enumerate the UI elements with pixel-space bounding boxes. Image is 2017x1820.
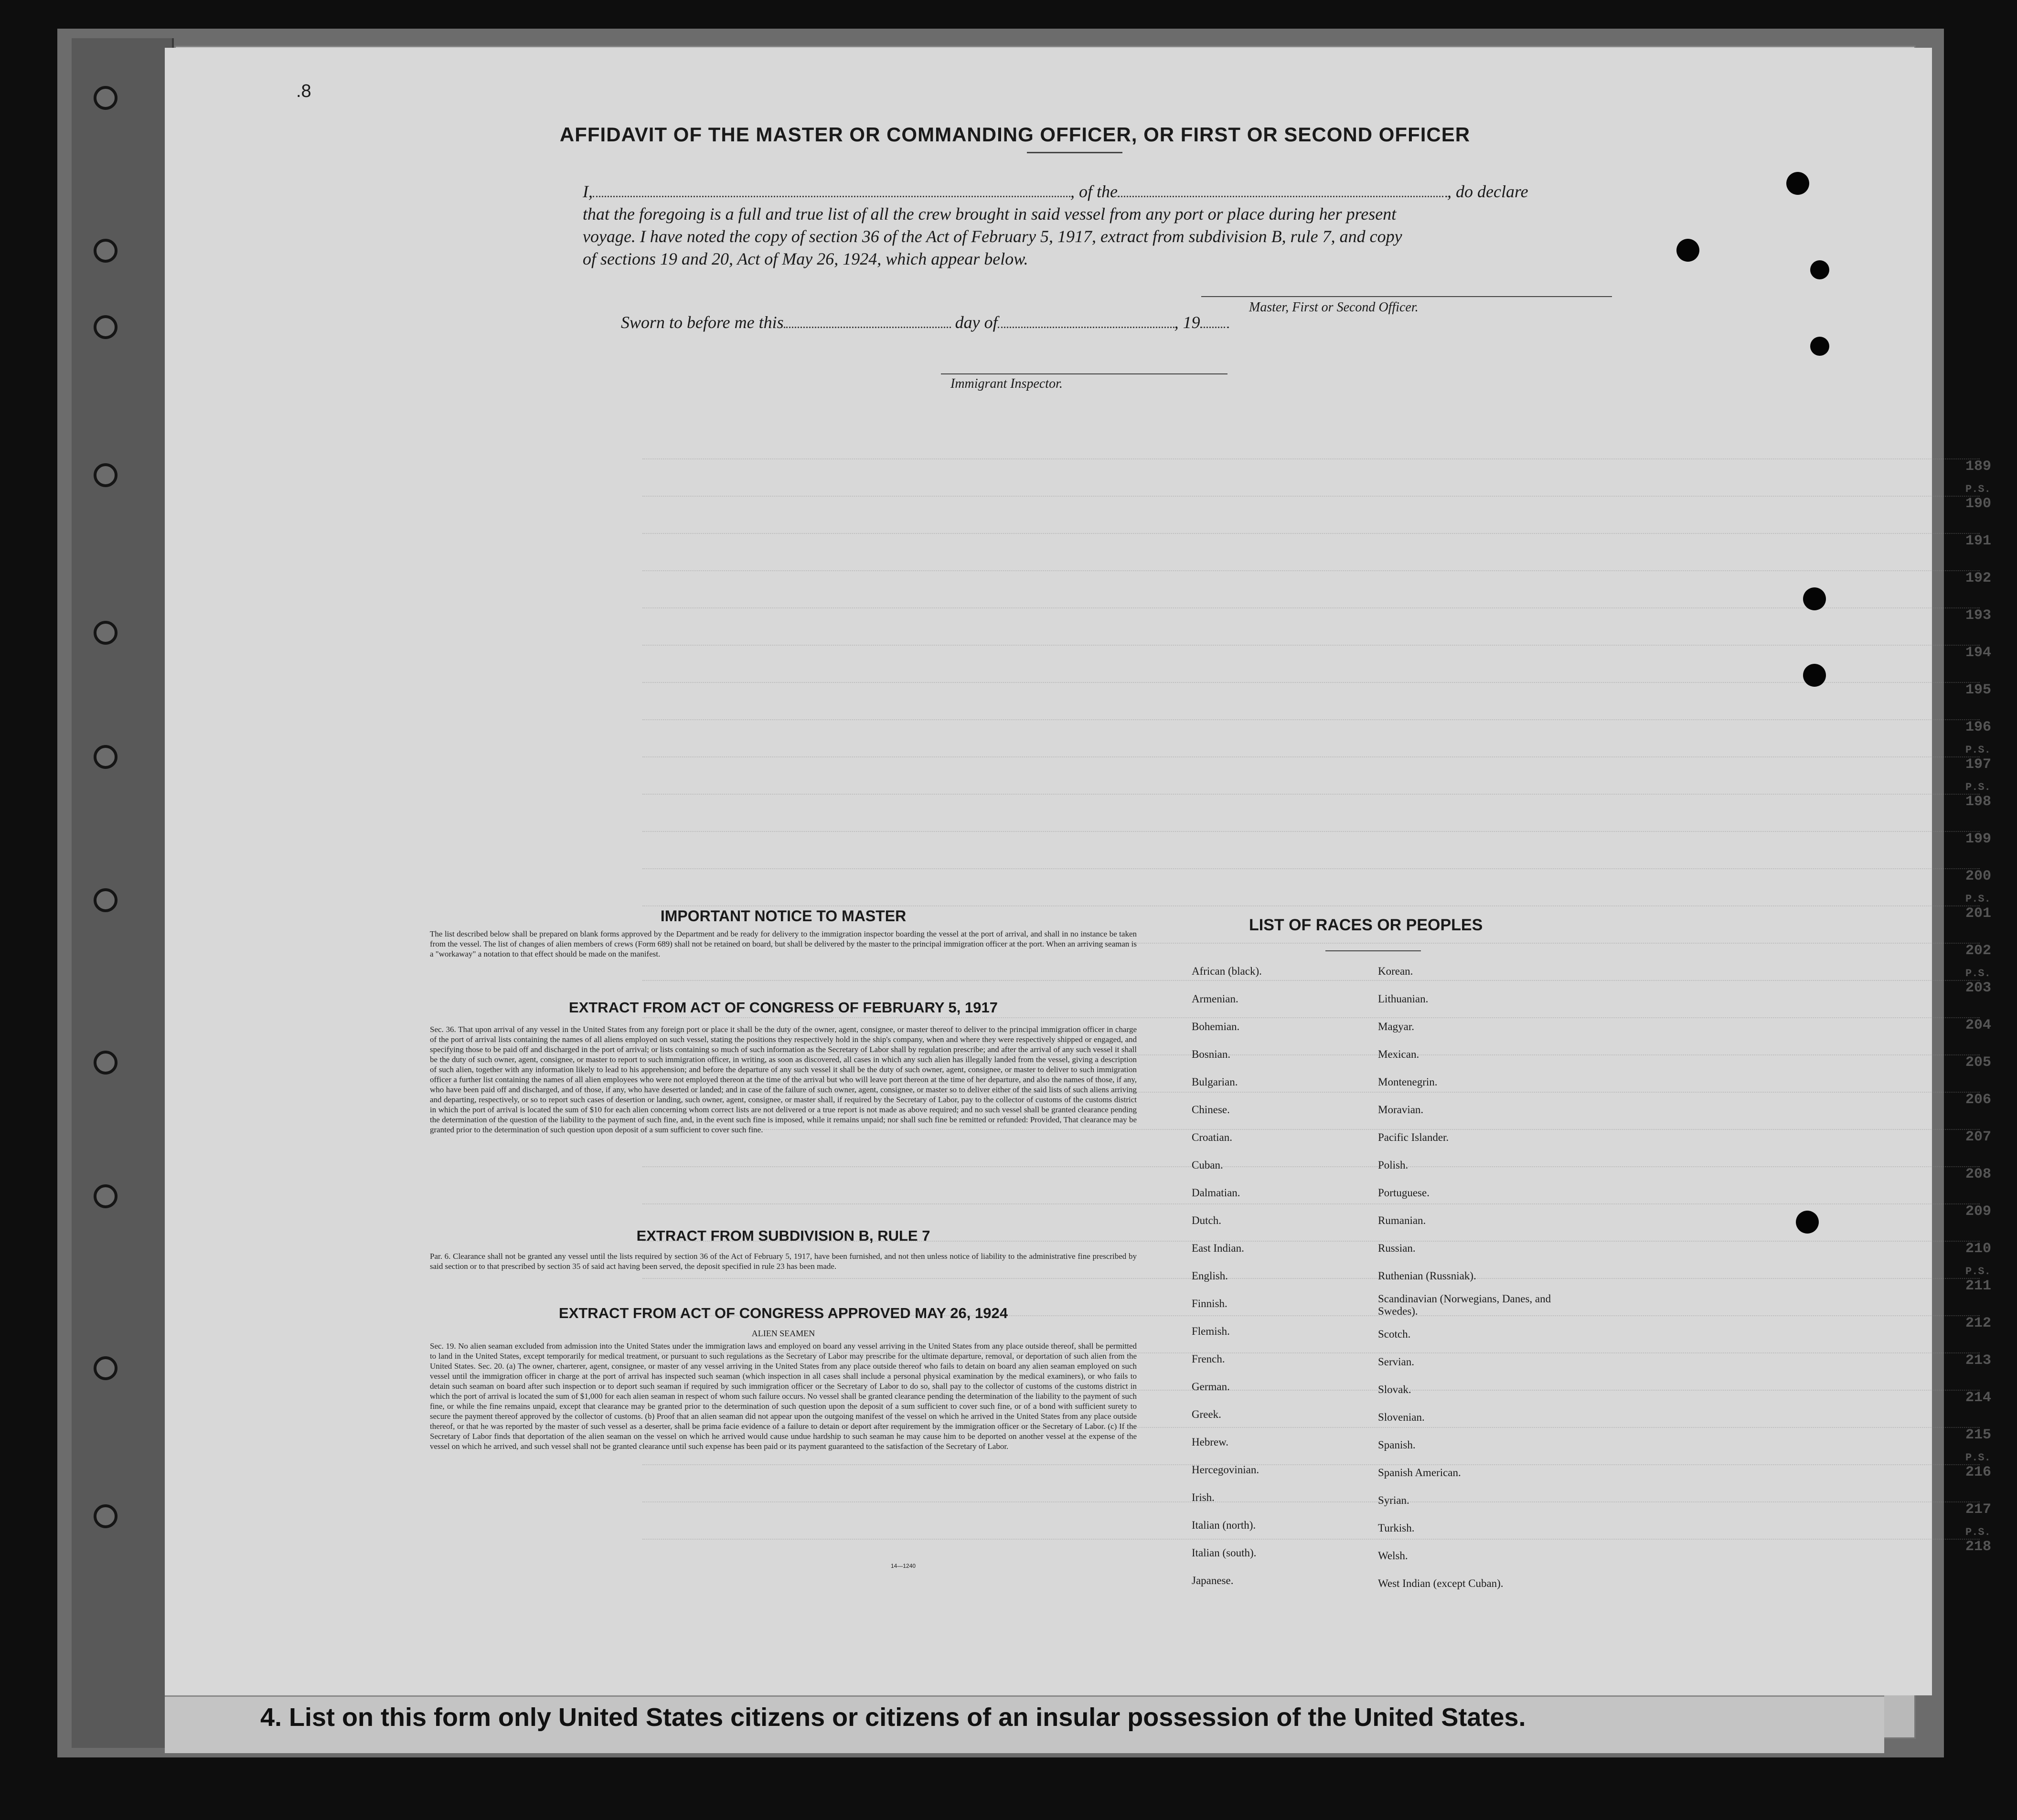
crew-row-num: 191 xyxy=(1965,533,1992,549)
crew-row-mark: P.S. xyxy=(1965,781,1991,793)
crew-row-mark: P.S. xyxy=(1965,1452,1991,1464)
crew-row-num: 203 xyxy=(1965,980,1992,996)
sworn-line xyxy=(621,311,1229,333)
notice-text: The list described below shall be prepared on blank forms approved by the Department and be ready for delivery to the immigration inspector boarding the vessel at the port of arrival, and shall in no instance be taken from the vessel. The list of changes of alien members of crews (Form 689) shall not be retained on board, but shall be delivered by the master to the principal immigration officer at the port. When an arriving seaman is a "workaway" a notation to that effect should be made on the manifest. xyxy=(430,929,1137,958)
crew-row-number xyxy=(1965,645,1991,661)
crew-row-mark xyxy=(1965,1154,1991,1166)
crew-row-number xyxy=(1965,682,1991,698)
affidavit-of-the: , of the xyxy=(1070,182,1118,201)
race-item: Magyar. xyxy=(1378,1021,1415,1032)
race-item: French. xyxy=(1192,1353,1225,1365)
crew-row-number xyxy=(1965,1390,1991,1406)
race-item: Irish. xyxy=(1192,1491,1215,1503)
crew-row-mark xyxy=(1965,446,1991,458)
crew-row-number xyxy=(1965,744,1992,773)
crew-row-number xyxy=(1965,893,1992,922)
crew-row-number xyxy=(1965,1352,1991,1369)
race-item: Portuguese. xyxy=(1378,1187,1430,1199)
crew-row-number xyxy=(1965,1017,1991,1033)
extract-1924-heading: EXTRACT FROM ACT OF CONGRESS APPROVED MAY 26, 1924 xyxy=(559,1305,1008,1321)
race-item: Slovenian. xyxy=(1378,1411,1425,1423)
race-item: West Indian (except Cuban). xyxy=(1378,1577,1504,1589)
crew-row-num: 204 xyxy=(1965,1017,1992,1033)
bleed-through-row xyxy=(642,737,1980,757)
race-item: Russian. xyxy=(1378,1242,1416,1254)
bleed-through-row xyxy=(642,1184,1980,1204)
race-item: Ruthenian (Russniak). xyxy=(1378,1270,1476,1282)
crew-row-number xyxy=(1965,1203,1991,1220)
race-item: Cuban. xyxy=(1192,1159,1223,1171)
punch-mark xyxy=(1803,587,1826,610)
bleed-through-row xyxy=(642,700,1980,720)
race-item: Japanese. xyxy=(1192,1575,1234,1586)
sworn-day-blank xyxy=(784,327,951,328)
form-number: 14—1240 xyxy=(891,1563,916,1569)
extract-1917-text: Sec. 36. That upon arrival of any vessel in the United States from any foreign port or place it shall be the duty of the owner, agent, consignee, or master thereof to deliver to the principal immigration officer in charge of the port of arrival lists containing the names of all aliens employed on such vessel, stating the positions they respectively hold in the ship's company, when and where they were respectively shipped or engaged, and specifying those to be paid off and discharged in the port of arrival; or lists containing so much of such information as the Secretary of Labor shall by regulation prescribe; and after the arrival of any such vessel it shall be the duty of such owner, agent, consignee, or master to report to such immigration officer, in writing, as soon as discovered, all cases in which any such alien has illegally landed from the vessel, giving a description of such alien, together with any information likely to lead to his apprehension; and before the departure of any such vessel it shall be the duty of such owner, agent, consignee, or master to deliver to such immigration officer a further list containing the names of all alien employees who were not employed thereon at the time of the arrival but who will leave port thereon at the time of her departure, and also the names of those, if any, who have been paid off and discharged, and of those, if any, who have deserted or landed; and in case of the failure of such owner, agent, consignee, or master so to deliver either of the said lists of such aliens arriving and departing, respectively, or so to report such cases of desertion or landing, such owner, agent, consignee, or master shall, if required by the Secretary of Labor, pay to the collector of customs of the customs district in which the port of arrival is located the sum of $10 for each alien concerning whom correct lists are not delivered or a true report is not made as above required; and no such vessel shall be granted clearance pending the determination of the question of the liability to the payment of such fine, and, in the event such fine is imposed, while it remains unpaid; nor shall such fine be remitted or refunded: Provided, That clearance may be granted prior to the determination of such question upon deposit of a sum sufficient to cover such fine. xyxy=(430,1025,1137,1134)
crew-row-number xyxy=(1965,1452,1992,1480)
affidavit-title: AFFIDAVIT OF THE MASTER OR COMMANDING OFFICER, OR FIRST OR SECOND OFFICER xyxy=(559,123,1471,146)
race-item: Dutch. xyxy=(1192,1214,1221,1226)
race-item: Rumanian. xyxy=(1378,1214,1426,1226)
crew-row-num: 195 xyxy=(1965,682,1992,698)
bleed-through-row xyxy=(642,477,1980,497)
bleed-through-row xyxy=(642,961,1980,981)
vessel-blank xyxy=(1118,196,1447,197)
affidavit-line-2: that the foregoing is a full and true list of all the crew brought in said vessel from any port or place during her present xyxy=(583,204,1397,224)
crew-row-num: 217 xyxy=(1965,1501,1992,1518)
crew-row-mark xyxy=(1965,1340,1991,1352)
crew-row-number xyxy=(1965,483,1992,512)
bleed-through-row xyxy=(642,812,1980,832)
race-item: English. xyxy=(1192,1270,1228,1282)
races-right-column xyxy=(1378,958,1559,1597)
crew-row-num: 200 xyxy=(1965,868,1992,884)
crew-row-num: 202 xyxy=(1965,943,1992,959)
crew-row-mark xyxy=(1965,632,1991,645)
race-item: Hercegovinian. xyxy=(1192,1464,1259,1476)
bleed-through-row xyxy=(642,775,1980,795)
inspector-caption: Immigrant Inspector. xyxy=(950,376,1063,391)
punch-mark xyxy=(1810,337,1829,356)
binder-hole xyxy=(94,621,117,645)
crew-row-number xyxy=(1965,570,1991,586)
page-mark: .8 xyxy=(296,81,311,101)
crew-row-number xyxy=(1965,533,1991,549)
race-item: Italian (south). xyxy=(1192,1547,1257,1559)
crew-row-num: 196 xyxy=(1965,719,1992,735)
crew-row-num: 210 xyxy=(1965,1241,1992,1257)
crew-row-mark xyxy=(1965,1303,1991,1315)
binder-hole xyxy=(94,745,117,769)
crew-row-num: 207 xyxy=(1965,1129,1992,1145)
crew-row-mark xyxy=(1965,1117,1991,1129)
race-item: Scandinavian (Norwegians, Danes, and Swedes). xyxy=(1378,1293,1551,1317)
bleed-through-row xyxy=(642,514,1980,534)
crew-row-mark xyxy=(1965,819,1991,831)
crew-row-number xyxy=(1965,719,1991,735)
affidavit-line-4: of sections 19 and 20, Act of May 26, 1924, which appear below. xyxy=(583,249,1028,268)
affidavit-page xyxy=(165,48,1992,1695)
crew-row-mark xyxy=(1965,1079,1991,1092)
punch-mark xyxy=(1676,239,1699,262)
crew-row-number xyxy=(1965,1092,1991,1108)
binder-hole xyxy=(94,86,117,110)
crew-row-num: 193 xyxy=(1965,607,1992,624)
crew-row-number xyxy=(1965,607,1991,624)
punch-mark xyxy=(1810,260,1829,279)
crew-row-number xyxy=(1965,831,1991,847)
race-item: Mexican. xyxy=(1378,1048,1419,1060)
race-item: Italian (north). xyxy=(1192,1519,1256,1531)
notice-heading: IMPORTANT NOTICE TO MASTER xyxy=(660,907,907,925)
crew-row-number xyxy=(1965,458,1991,475)
crew-row-number xyxy=(1965,1266,1992,1294)
crew-row-mark: P.S. xyxy=(1965,744,1991,756)
race-item: Lithuanian. xyxy=(1378,993,1429,1005)
crew-row-mark xyxy=(1965,707,1991,719)
crew-row-num: 189 xyxy=(1965,458,1992,475)
extract-rule7-heading: EXTRACT FROM SUBDIVISION B, RULE 7 xyxy=(636,1227,930,1244)
crew-row-mark xyxy=(1965,670,1991,682)
crew-row-num: 208 xyxy=(1965,1166,1992,1182)
race-item: Spanish American. xyxy=(1378,1467,1461,1479)
signature-caption: Master, First or Second Officer. xyxy=(1249,300,1419,315)
punch-mark xyxy=(1786,172,1809,195)
races-title: LIST OF RACES OR PEOPLES xyxy=(1249,916,1483,934)
race-item: Armenian. xyxy=(1192,993,1238,1005)
crew-row-num: 190 xyxy=(1965,496,1992,512)
crew-row-num: 212 xyxy=(1965,1315,1992,1331)
bleed-through-row xyxy=(642,886,1980,906)
crew-row-mark xyxy=(1965,1377,1991,1390)
crew-row-number xyxy=(1965,868,1991,884)
race-item: Hebrew. xyxy=(1192,1436,1229,1448)
extract-rule7-text: Par. 6. Clearance shall not be granted any vessel until the lists required by section 36 of the Act of February 5, 1917, have been furnished, and not then unless notice of liability to the administrative fine prescribed by said section or to that prescribed by section 35 of said act having been served, the deposit specified in rule 23 has been made. xyxy=(430,1252,1137,1271)
binder-hole xyxy=(94,888,117,912)
race-item: Spanish. xyxy=(1378,1439,1416,1451)
crew-row-number xyxy=(1965,1315,1991,1331)
crew-row-num: 192 xyxy=(1965,570,1992,586)
race-item: Pacific Islander. xyxy=(1378,1131,1449,1143)
crew-row-number xyxy=(1965,1526,1992,1555)
race-item: Dalmatian. xyxy=(1192,1187,1240,1199)
race-item: Croatian. xyxy=(1192,1131,1232,1143)
binder-hole xyxy=(94,463,117,487)
binder-hole xyxy=(94,1051,117,1075)
race-item: Servian. xyxy=(1378,1356,1415,1368)
race-item: Chinese. xyxy=(1192,1104,1230,1116)
binder-strip xyxy=(72,38,174,1748)
year-prefix: , 19 xyxy=(1174,313,1200,332)
crew-row-num: 198 xyxy=(1965,794,1992,810)
binder-hole xyxy=(94,239,117,263)
punch-mark xyxy=(1796,1211,1819,1234)
inspector-line xyxy=(941,373,1227,374)
race-item: Moravian. xyxy=(1378,1104,1424,1116)
crew-row-num: 194 xyxy=(1965,645,1992,661)
race-item: Bohemian. xyxy=(1192,1021,1240,1032)
crew-row-num: 216 xyxy=(1965,1464,1992,1480)
race-item: Turkish. xyxy=(1378,1522,1415,1534)
race-item: Slovak. xyxy=(1378,1384,1411,1395)
sworn-text: Sworn to before me this xyxy=(621,313,784,332)
crew-row-number xyxy=(1965,1241,1991,1257)
underlying-form-note: 4. List on this form only United States citizens or citizens of an insular possession of the United States. xyxy=(260,1703,1526,1732)
crew-row-mark xyxy=(1965,558,1991,570)
race-item: Greek. xyxy=(1192,1408,1221,1420)
binder-hole xyxy=(94,1504,117,1528)
crew-row-mark: P.S. xyxy=(1965,1266,1991,1277)
day-of-text: day of xyxy=(955,313,998,332)
crew-row-num: 206 xyxy=(1965,1092,1992,1108)
bleed-through-row xyxy=(642,588,1980,608)
race-item: Bosnian. xyxy=(1192,1048,1231,1060)
affidavit-line-1 xyxy=(583,181,1528,202)
crew-row-mark xyxy=(1965,1005,1991,1017)
alien-seamen-subheading: ALIEN SEAMEN xyxy=(751,1329,815,1338)
crew-row-mark: P.S. xyxy=(1965,968,1991,979)
sworn-month-blank xyxy=(998,327,1174,328)
crew-row-num: 205 xyxy=(1965,1054,1992,1071)
race-item: Syrian. xyxy=(1378,1494,1409,1506)
race-item: German. xyxy=(1192,1381,1230,1393)
race-item: East Indian. xyxy=(1192,1242,1244,1254)
crew-row-number xyxy=(1965,1427,1991,1443)
affidavit-line-3: voyage. I have noted the copy of section 36 of the Act of February 5, 1917, extract from subdivision B, rule 7, and copy xyxy=(583,227,1402,246)
affidavit-declare: , do declare xyxy=(1447,182,1528,201)
crew-row-mark: P.S. xyxy=(1965,483,1991,495)
binder-hole xyxy=(94,1356,117,1380)
race-item: Montenegrin. xyxy=(1378,1076,1438,1088)
affidavit-i: I, xyxy=(583,182,593,201)
race-item: Finnish. xyxy=(1192,1298,1227,1309)
crew-row-num: 215 xyxy=(1965,1427,1992,1443)
name-blank xyxy=(593,196,1070,197)
races-rule xyxy=(1325,950,1421,951)
crew-row-mark xyxy=(1965,1191,1991,1203)
punch-mark xyxy=(1803,664,1826,687)
binder-hole xyxy=(94,1184,117,1208)
race-item: Scotch. xyxy=(1378,1328,1411,1340)
crew-row-mark: P.S. xyxy=(1965,893,1991,905)
crew-row-num: 209 xyxy=(1965,1203,1992,1220)
bleed-through-row xyxy=(642,849,1980,869)
crew-row-mark xyxy=(1965,521,1991,533)
crew-row-num: 197 xyxy=(1965,756,1992,773)
crew-row-number xyxy=(1965,968,1992,996)
race-item: Korean. xyxy=(1378,965,1413,977)
crew-row-number xyxy=(1965,781,1992,810)
crew-row-mark: P.S. xyxy=(1965,1526,1991,1538)
races-left-column xyxy=(1192,958,1262,1595)
crew-row-number xyxy=(1965,1129,1991,1145)
bleed-through-row xyxy=(642,1520,1980,1540)
crew-row-mark xyxy=(1965,1228,1991,1241)
crew-row-num: 211 xyxy=(1965,1278,1992,1294)
sworn-year-blank xyxy=(1200,327,1229,328)
extract-1924-text: Sec. 19. No alien seaman excluded from admission into the United States under the immigration laws and employed on board any vessel arriving in the United States from any place outside thereof, shall be permitted to land in the United States, except temporarily for medical treatment, or pursuant to such regulations as the Secretary of Labor may prescribe for the ultimate departure, removal, or deportation of such alien from the United States. Sec. 20. (a) The owner, charterer, agent, consignee, or master of any vessel arriving in the United States from any place outside thereof who fails to detain on board any alien seaman employed on such vessel until the immigration officer in charge at the port of arrival has inspected such seaman (which inspection in all cases shall include a personal physical examination by the medical examiners), or who fails to detain such seaman on board after such inspection or to deport such seaman if required by such immigration officer or the Secretary of Labor to do so, shall pay to the collector of customs of the customs district in which the port of arrival is located the sum of $1,000 for each alien seaman in respect of whom such failure occurs. No vessel shall be granted clearance pending the determination of the liability to the payment of such fine, or while the fine remains unpaid, except that clearance may be granted prior to the determination of such question upon the deposit of a sum sufficient to cover such fine, or of a bond with sufficient surety to secure the payment thereof approved by the collector of customs. (b) Proof that an alien seaman did not appear upon the outgoing manifest of the vessel on which he arrived in the United States from any place outside thereof, or that he was reported by the master of such vessel as a deserter, shall be prima facie evidence of a failure to detain or deport after requirement by the immigration officer or the Secretary of Labor. (c) If the Secretary of Labor finds that deportation of the alien seaman on the vessel on which he arrived would cause undue hardship to such seaman he may cause him to be deported on another vessel at the expense of the vessel on which he arrived, and such vessel shall not be granted clearance until such expense has been paid or its payment guaranteed to the satisfaction of the Secretary of Labor. xyxy=(430,1341,1137,1451)
title-rule xyxy=(1027,152,1122,153)
bleed-through-row xyxy=(642,1482,1980,1502)
crew-row-number xyxy=(1965,1501,1991,1518)
extract-1917-heading: EXTRACT FROM ACT OF CONGRESS OF FEBRUARY 5, 1917 xyxy=(569,999,998,1016)
race-item: Welsh. xyxy=(1378,1550,1408,1562)
crew-row-mark xyxy=(1965,856,1991,868)
crew-row-mark xyxy=(1965,930,1991,943)
crew-row-num: 214 xyxy=(1965,1390,1992,1406)
race-item: Polish. xyxy=(1378,1159,1409,1171)
race-item: Bulgarian. xyxy=(1192,1076,1238,1088)
crew-row-number xyxy=(1965,1054,1991,1071)
crew-row-mark xyxy=(1965,1042,1991,1054)
crew-row-num: 218 xyxy=(1965,1539,1992,1555)
crew-row-number xyxy=(1965,943,1991,959)
crew-row-mark xyxy=(1965,1415,1991,1427)
bleed-through-row xyxy=(642,1147,1980,1167)
crew-row-num: 199 xyxy=(1965,831,1992,847)
signature-line xyxy=(1201,296,1612,297)
crew-row-number xyxy=(1965,1166,1991,1182)
bleed-through-row xyxy=(642,551,1980,571)
binder-hole xyxy=(94,315,117,339)
bleed-through-row xyxy=(642,663,1980,683)
race-item: African (black). xyxy=(1192,965,1262,977)
crew-row-num: 213 xyxy=(1965,1352,1992,1369)
crew-row-mark xyxy=(1965,1489,1991,1501)
crew-row-num: 201 xyxy=(1965,905,1992,922)
race-item: Flemish. xyxy=(1192,1325,1230,1337)
bleed-through-row xyxy=(642,439,1980,459)
bleed-through-row xyxy=(642,626,1980,646)
crew-row-mark xyxy=(1965,595,1991,607)
